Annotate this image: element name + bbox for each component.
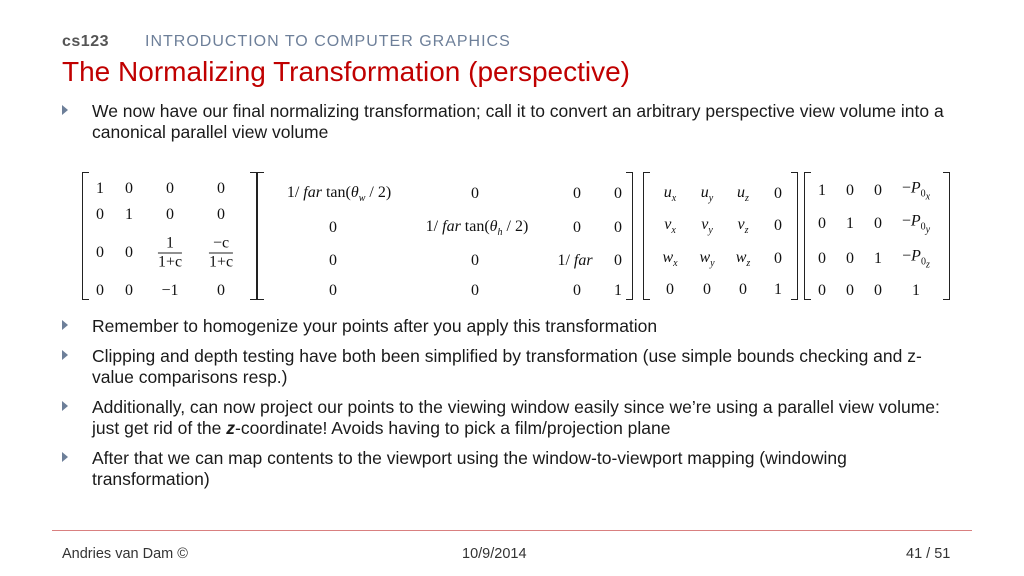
bullet-item: [62, 397, 962, 439]
matrix-cell: 0: [471, 185, 479, 202]
matrix-cell: 0: [818, 215, 826, 232]
matrix-translation: [804, 172, 950, 300]
slide-title: The Normalizing Transformation (perspective): [62, 56, 630, 87]
matrix-cell: 0: [818, 250, 826, 267]
matrix-right-bracket: [943, 172, 950, 300]
matrix-cell: 0: [573, 219, 581, 236]
emphasis-z: z: [226, 418, 235, 438]
matrix-cell: $-P_{0_x}$: [901, 179, 931, 203]
matrix-cell: 1: [774, 281, 782, 298]
matrix-cell: −1: [161, 282, 179, 299]
matrix-cell: $u_x$: [663, 183, 677, 205]
footer-date: 10/9/2014: [462, 546, 527, 562]
matrix-cell: $u_y$: [700, 183, 714, 205]
matrix-cell: $v_y$: [701, 215, 713, 237]
matrix-rotation: [643, 172, 798, 300]
matrix-cell: 0: [125, 282, 133, 299]
matrix-cell: 0: [329, 252, 337, 269]
matrix-cell: 1: [96, 180, 104, 197]
bullet-arrow-icon: [62, 105, 68, 115]
matrix-cell: $-P_{0_z}$: [902, 247, 930, 271]
bullet-arrow-icon: [62, 350, 68, 360]
matrix-cell: $w_x$: [662, 248, 678, 270]
matrix-cell: 0: [703, 281, 711, 298]
matrix-cell: 0: [217, 180, 225, 197]
matrix-cell: 1: [912, 282, 920, 299]
matrix-perspective-to-parallel: [82, 172, 257, 300]
matrix-cell: $w_z$: [735, 248, 751, 270]
matrix-right-bracket: [626, 172, 633, 300]
matrix-cell: 0: [774, 217, 782, 234]
bullet-list-bottom: [62, 316, 962, 499]
bullet-text: Additionally, can now project our points to the viewing window easily since we’re using a parallel view volume: just get rid of the z-coordinate! Avoids having to pick a film/projection plane: [92, 397, 940, 438]
matrix-left-bracket: [643, 172, 650, 300]
matrix-cell: 0: [874, 282, 882, 299]
matrix-left-bracket: [257, 172, 264, 300]
matrix-right-bracket: [250, 172, 257, 300]
matrix-cell: 0: [874, 215, 882, 232]
bullet-arrow-icon: [62, 401, 68, 411]
matrix-cell: 0: [166, 206, 174, 223]
matrix-cell: 1: [818, 182, 826, 199]
course-header: [62, 33, 511, 51]
matrix-cell: 0: [846, 182, 854, 199]
matrix-cell: 0: [96, 206, 104, 223]
bullet-arrow-icon: [62, 452, 68, 462]
bullet-item: [62, 448, 962, 490]
bullet-list-top: [62, 101, 962, 152]
matrix-left-bracket: [804, 172, 811, 300]
matrix-cell: 0: [874, 182, 882, 199]
bullet-text: We now have our final normalizing transformation; call it to convert an arbitrary perspective view volume into a canonical parallel view volume: [92, 101, 944, 142]
matrix-cell: 0: [217, 282, 225, 299]
matrix-cell: 0: [573, 185, 581, 202]
footer-author: Andries van Dam ©: [62, 546, 188, 562]
matrix-cell: 1: [846, 215, 854, 232]
matrix-cell: $w_y$: [699, 248, 715, 270]
bullet-text: Clipping and depth testing have both been simplified by transformation (use simple bounds checking and z-value comparisons resp.): [92, 346, 922, 387]
matrix-cell: $-P_{0_y}$: [901, 212, 931, 236]
matrix-cell: 0: [471, 252, 479, 269]
bullet-text: Remember to homogenize your points after you apply this transformation: [92, 316, 658, 336]
matrix-cell: 0: [614, 252, 622, 269]
matrix-cell: 1/ far $\tan(\theta_w / 2)$: [286, 183, 392, 205]
matrix-cell: 0: [666, 281, 674, 298]
course-code: cs123: [62, 33, 109, 50]
matrix-cell: $v_x$: [664, 215, 676, 237]
matrix-cell: 1: [614, 282, 622, 299]
matrix-left-bracket: [82, 172, 89, 300]
matrix-cell: 0: [166, 180, 174, 197]
matrix-cell: 0: [818, 282, 826, 299]
matrix-cell: 0: [471, 282, 479, 299]
matrix-cell: 1: [874, 250, 882, 267]
matrix-cell: $u_z$: [737, 183, 749, 205]
matrix-cell: 0: [329, 219, 337, 236]
footer-divider: [52, 530, 972, 531]
matrix-cell: 0: [573, 282, 581, 299]
matrix-cell: 1: [125, 206, 133, 223]
course-name: INTRODUCTION TO COMPUTER GRAPHICS: [145, 33, 511, 50]
matrix-cell: 0: [125, 244, 133, 261]
footer-page-number: 41 / 51: [906, 546, 951, 562]
matrix-cell: 1/ far $\tan(\theta_h / 2)$: [425, 217, 529, 239]
matrix-cell: 0: [739, 281, 747, 298]
matrix-cell: 0: [217, 206, 225, 223]
bullet-item: [62, 346, 962, 388]
matrix-cell: 0: [96, 244, 104, 261]
matrix-fraction: $\frac{1}{1+c}$: [157, 234, 183, 271]
bullet-text: After that we can map contents to the viewport using the window-to-viewport mapping (windowing transformation): [92, 448, 847, 489]
matrix-cell: 0: [774, 185, 782, 202]
matrix-scale: [257, 172, 633, 300]
matrix-fraction: $\frac{-c}{1+c}$: [208, 234, 234, 271]
bullet-arrow-icon: [62, 320, 68, 330]
matrix-cell: 0: [329, 282, 337, 299]
bullet-item: [62, 101, 962, 143]
matrix-cell: 0: [846, 250, 854, 267]
matrix-cell: 0: [774, 250, 782, 267]
matrix-cell: 1/ far: [557, 252, 593, 269]
matrix-cell: 0: [846, 282, 854, 299]
matrix-cell: 0: [125, 180, 133, 197]
matrix-cell: 0: [96, 282, 104, 299]
matrix-cell: $v_z$: [737, 215, 749, 237]
bullet-item: [62, 316, 962, 337]
matrix-cell: 0: [614, 185, 622, 202]
matrix-right-bracket: [791, 172, 798, 300]
matrix-cell: 0: [614, 219, 622, 236]
